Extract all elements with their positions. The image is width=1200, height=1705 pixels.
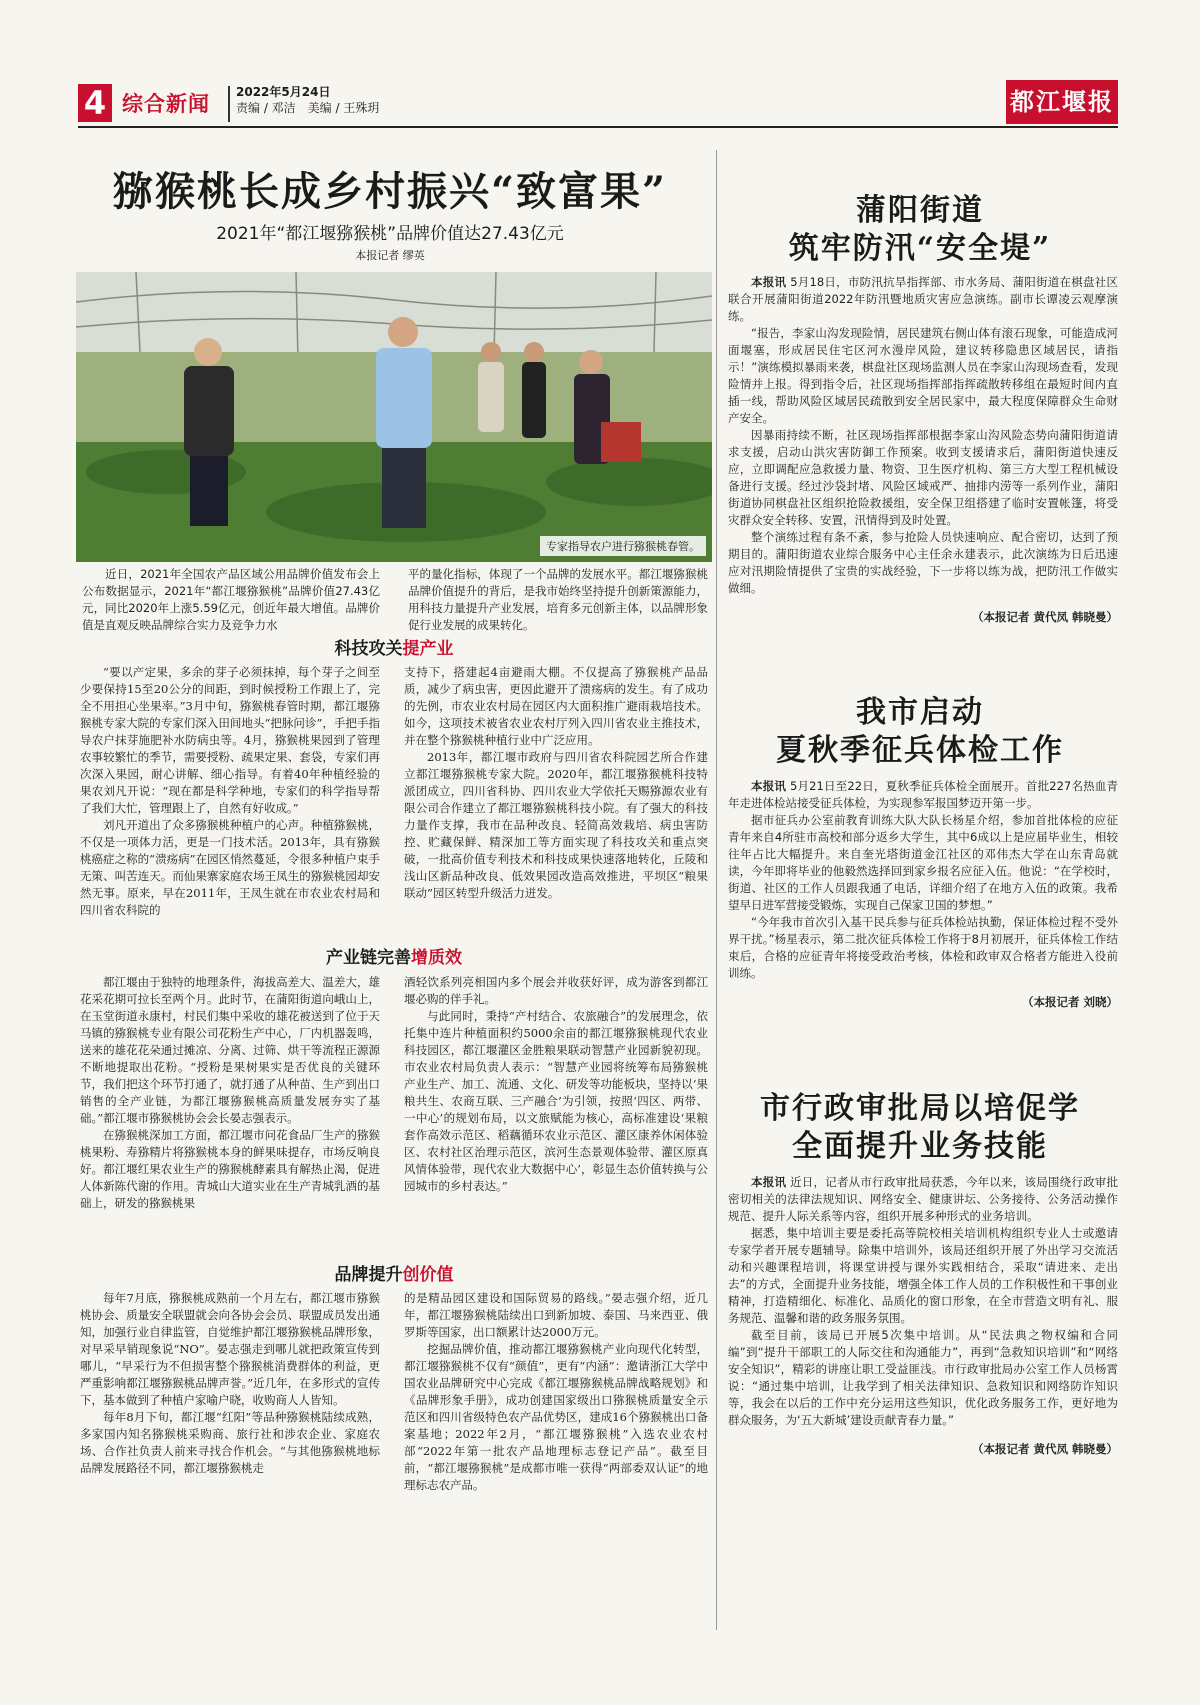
right-article-2-body (728, 778, 1118, 1046)
paragraph: 因暴雨持续不断，社区现场指挥部根据李家山沟风险态势向蒲阳街道请求支援，启动山洪灾害防御工作预案。收到支援请求后，蒲阳街道快速反应，立即调配应急救援力量、物资、卫生医疗机构、第三方大型工程机械设备进行支援。经过沙袋封堵、风险区域戒严、抽排内涝等一系列作业，蒲阳街道协同棋盘社区组织抢险救援组，安全保卫组搭建了临时安置帐篷，将受灾群众安全转移、安置，汛情得到及时处置。 (728, 428, 1118, 527)
right-article-3-body (728, 1174, 1118, 1626)
issue-date: 2022年5月24日 (236, 85, 331, 99)
editors: 责编 / 邓洁 美编 / 王殊玥 (236, 101, 380, 115)
paragraph: 2013年，都江堰市政府与四川省农科院园艺所合作建立都江堰猕猴桃专家大院。2020年，都江堰猕猴桃科技特派团成立，四川省科协、四川农业大学依托天赐猕源农业有限公司合作建立了都江堰猕猴桃科技小院。有了强大的科技力量作支撑，我市在品种改良、轻简高效栽培、病虫害防控、贮藏保鲜、精深加工等方面实现了科技攻关和重点突破，一批高价值专利技术和科技成果快速落地转化，丘陵和浅山区新品种改良、低效果园改造高效推进，平坝区“粮果联动”园区转型升级活力迸发。 (404, 750, 708, 900)
right-article-1-title-line2: 筑牢防汛“安全堤” (788, 231, 1052, 266)
main-byline: 本报记者 缪英 (355, 249, 425, 262)
section-chain-col1 (80, 974, 380, 1230)
lead-tag: 本报讯 (751, 1175, 787, 1189)
header-divider (228, 86, 230, 122)
right-article-3-title (722, 1090, 1118, 1166)
right-article-3-title-line1: 市行政审批局以培促学 (760, 1091, 1080, 1126)
paragraph: 的是精品园区建设和国际贸易的路线。”晏志强介绍，近几年，都江堰猕猴桃陆续出口到新加坡、泰国、马来西亚、俄罗斯等国家，出口额累计达2000万元。 (404, 1291, 708, 1339)
paragraph: 与此同时，秉持“产村结合、农旅融合”的发展理念，依托集中连片种植面积约5000余亩的都江堰猕猴桃现代农业科技园区，都江堰灌区金胜粮果联动智慧产业园新貌初现。市农业农村局负责人表示：“智慧产业园将统筹布局猕猴桃产业生产、加工、流通、文化、研发等功能板块，坚持以‘果粮共生、农商互联、三产融合’为引领，按照‘四区、两带、一中心’的规划布局，以文旅赋能为核心，高标准建设‘果粮套作高效示范区、稻藕循环农业示范区、灌区康养休闲体验区、农村社区治理示范区，滨河生态景观体验带、灌区原真风情体验带，现代农业大数据中心’，彰显生态价值转换与公园城市的乡村表达。” (404, 1009, 708, 1193)
section-heading-brand-a: 品牌提升 (334, 1265, 403, 1285)
paragraph: 近日，记者从市行政审批局获悉，今年以来，该局围绕行政审批密切相关的法律法规知识、网络安全、健康讲坛、公务接待、公务活动操作规范、提升人际关系等内容，组织开展多种形式的业务培训。 (728, 1175, 1118, 1223)
page-header (78, 80, 1118, 124)
photo-caption: 专家指导农户进行猕猴桃春管。 (540, 536, 706, 556)
lead-text-right: 平的量化指标，体现了一个品牌的发展水平。都江堰猕猴桃品牌价值提升的背后，是我市始终坚持提升创新策源能力，用科技力量提升产业发展，培育多元创新主体，以品牌形象促行业发展的成果转化。 (408, 567, 708, 632)
right-article-2-title-line1: 我市启动 (856, 695, 984, 730)
newspaper-logo: 都江堰报 (1006, 80, 1118, 124)
paragraph: “报告，李家山沟发现险情，居民建筑右侧山体有滚石现象，可能造成河面堰塞，形成居民住宅区河水漫岸风险，建议转移隐患区域居民，请指示！”演练模拟暴雨来袭，棋盘社区现场监测人员在李家山沟现场查看，发现险情并上报。得到指令后，社区现场指挥部指挥疏散转移组在最短时间内直插一线，帮助风险区域居民疏散到安全居民家中，最大程度保障群众生命财产安全。 (728, 326, 1118, 425)
paragraph: 在猕猴桃深加工方面，都江堰市问花食品厂生产的猕猴桃果粉、寿猕精片将猕猴桃本身的鲜果味提存，市场反响良好。都江堰红果农业生产的猕猴桃酵素具有解热止渴，促进人体新陈代谢的作用。青城山大道实业在生产青城乳酒的基础上，研发的猕猴桃果 (80, 1128, 380, 1210)
header-meta (236, 84, 379, 116)
signature: （本报记者 黄代凤 韩晓曼） (971, 1441, 1118, 1456)
section-heading-tech-a: 科技攻关 (334, 639, 403, 659)
section-tech-col1 (80, 664, 380, 926)
paragraph: 5月18日，市防汛抗旱指挥部、市水务局、蒲阳街道在棋盘社区联合开展蒲阳街道2022年防汛暨地质灾害应急演练。副市长谭凌云观摩演练。 (728, 275, 1118, 323)
section-name: 综合新闻 (122, 92, 210, 116)
section-brand-col1 (80, 1290, 380, 1552)
paragraph: 挖掘品牌价值，推动都江堰猕猴桃产业向现代化转型，都江堰猕猴桃不仅有“颜值”，更有“内涵”：邀请浙江大学中国农业品牌研究中心完成《都江堰猕猴桃品牌战略规划》和《品牌形象手册》，成功创建国家级出口猕猴桃质量安全示范区和四川省级特色农产品优势区，建成16个猕猴桃出口备案基地；2022年2月，“都江堰猕猴桃”入选农业农村部“2022年第一批农产品地理标志登记产品”。截至目前，“都江堰猕猴桃”是成都市唯一获得“两部委双认证”的地理标志农产品。 (404, 1342, 708, 1492)
paragraph: 每年7月底，猕猴桃成熟前一个月左右，都江堰市猕猴桃协会、质量安全联盟就会向各协会会员、联盟成员发出通知，加强行业自律监管，自觉维护都江堰猕猴桃品牌形象，对早采早销现象说“NO”。晏志强走到哪儿就把政策宣传到哪儿，“早采行为不但损害整个猕猴桃消费群体的利益，更严重影响都江堰猕猴桃品牌声誉。”近几年，在多形式的宣传下，基本做到了种植户家喻户晓，收购商人人皆知。 (80, 1291, 380, 1407)
paragraph: 5月21日至22日，夏秋季征兵体检全面展开。首批227名热血青年走进体检站接受征兵体检，为实现参军报国梦迈开第一步。 (728, 779, 1118, 810)
right-article-1-title-line1: 蒲阳街道 (856, 193, 984, 228)
section-heading-brand (76, 1260, 712, 1285)
right-article-2-title-line2: 夏秋季征兵体检工作 (776, 733, 1064, 768)
article-photo (76, 272, 712, 562)
section-tech-col2 (404, 664, 708, 926)
section-heading-tech-b: 提产业 (402, 639, 454, 659)
section-heading-brand-b: 创价值 (402, 1265, 454, 1285)
paragraph: “今年我市首次引入基干民兵参与征兵体检站执勤，保证体检过程不受外界干扰。”杨星表示，第二批次征兵体检工作将于8月初展开，征兵体检工作结束后，合格的应征青年将接受政治考核，体检和政审双合格者方能进入役前训练。 (728, 915, 1118, 980)
signature: （本报记者 刘晓） (1021, 994, 1118, 1009)
paragraph: “要以产定果，多余的芽子必须抹掉，每个芽子之间至少要保持15至20公分的间距，到时候授粉工作跟上了，完全不用担心坐果率。”3月中旬，猕猴桃春管时期，都江堰猕猴桃专家大院的专家们深入田间地头“把脉问诊”，手把手指导农户抹芽施肥补水防病虫等。4月，猕猴桃果园到了管理农事较繁忙的季节，需要授粉、疏果定果、套袋，专家们再次深入果园，耐心讲解、细心指导。有着40年种植经验的果农刘凡开说：“现在都是科学种地，专家们的科学指导帮了我们大忙，管理跟上了，自然有好收成。” (80, 665, 380, 815)
paragraph: 刘凡开道出了众多猕猴桃种植户的心声。种植猕猴桃，不仅是一项体力活，更是一门技术活。2013年，具有猕猴桃癌症之称的“溃疡病”在园区悄然蔓延，令很多种植户束手无策、叫苦连天。而仙果寨家庭农场王凤生的猕猴桃园却安然无事。原来，早在2011年，王凤生就在市农业农村局和四川省农科院的 (80, 818, 380, 917)
paragraph: 每年8月下旬，都江堰“红阳”等品种猕猴桃陆续成熟，多家国内知名猕猴桃采购商、旅行社和涉农企业、家庭农场、合作社负责人前来寻找合作机会。“与其他猕猴桃地标品牌发展路径不同，都江堰猕猴桃走 (80, 1410, 380, 1475)
header-rule (78, 126, 1118, 128)
section-heading-tech (76, 634, 712, 659)
paragraph: 酒轻饮系列亮相国内多个展会并收获好评，成为游客到都江堰必购的伴手礼。 (404, 975, 708, 1006)
right-article-2-title (722, 694, 1118, 770)
section-heading-chain (76, 943, 712, 968)
right-article-1-body (728, 274, 1118, 652)
section-chain-col2 (404, 974, 708, 1230)
signature: （本报记者 黄代凤 韩晓曼） (971, 609, 1118, 624)
lead-paragraph-left (82, 566, 380, 634)
paragraph: 支持下，搭建起4亩避雨大棚。不仅提高了猕猴桃产品品质，减少了病虫害，更因此避开了溃疡病的发生。有了成功的先例，市农业农村局在园区内大面积推广避雨栽培技术。如今，这项技术被省农业农村厅列入四川省农业主推技术，并在整个猕猴桃种植行业中广泛应用。 (404, 665, 708, 747)
orchard-photo-illustration (76, 272, 712, 562)
section-heading-chain-b: 增质效 (411, 948, 462, 968)
paragraph: 据市征兵办公室前教育训练大队大队长杨星介绍，参加首批体检的应征青年来自4所驻市高校和部分返乡大学生，其中6成以上是应届毕业生，相较往年占比大幅提升。来自奎光塔街道金江社区的邓伟杰大学在山东青岛就读，今年即将毕业的他毅然选择回到家乡报名应征入伍。他说：“在学校时，街道、社区的工作人员跟我通了电话，详细介绍了在地方入伍的政策。我希望早日进军营接受锻炼，实现自己保家卫国的梦想。” (728, 813, 1118, 912)
right-article-1-title (722, 192, 1118, 268)
lead-text-left: 近日，2021年全国农产品区域公用品牌价值发布会上公布数据显示，2021年“都江堰猕猴桃”品牌价值27.43亿元，同比2020年上涨5.59亿元，创近年最大增值。品牌价值是直观反映品牌综合实力及竞争力水 (82, 567, 380, 632)
lead-tag: 本报讯 (751, 275, 787, 289)
section-heading-chain-a: 产业链完善 (326, 948, 411, 968)
page-number: 4 (78, 84, 112, 122)
column-divider (716, 150, 717, 1630)
main-headline: 猕猴桃长成乡村振兴“致富果” (112, 168, 667, 215)
paragraph: 据悉，集中培训主要是委托高等院校相关培训机构组织专业人士或邀请专家学者开展专题辅导。除集中培训外，该局还组织开展了外出学习交流活动和兴趣课程培训，将课堂讲授与课外实践相结合，采取“请进来、走出去”的方式，全面提升业务技能，增强全体工作人员的工作积极性和干事创业精神，打造精细化、标准化、品质化的窗口形象，在全市营造文明有礼、服务规范、温馨和谐的政务服务氛围。 (728, 1226, 1118, 1325)
paragraph: 都江堰由于独特的地理条件，海拔高差大、温差大，雄花采花期可拉长至两个月。此时节，在蒲阳街道向峨山上，在玉堂街道永康村，村民们集中采收的雄花被送到了位于天马镇的猕猴桃专业有限公司花粉生产中心，厂内机器轰鸣，送来的雄花花朵通过摊凉、分离、过筛、烘干等流程正源源不断地提取出花粉。“授粉是果树果实是否优良的关键环节，我们把这个环节打通了，就打通了从种苗、生产到出口销售的全产业链，为都江堰猕猴桃高质量发展夯实了基础。”都江堰市猕猴桃协会会长晏志强表示。 (80, 975, 380, 1125)
paragraph: 截至目前，该局已开展5次集中培训。从“民法典之物权编和合同编”到“提升干部职工的人际交往和沟通能力”，再到“急救知识培训”和“网络安全知识”，精彩的讲座让职工受益匪浅。市行政审批局办公室工作人员杨霄说：“通过集中培训，让我学到了相关法律知识、急救知识和网络防诈知识等，我会在以后的工作中充分运用这些知识，优化政务服务工作，更好地为群众服务，为‘五大新城’建设贡献青春力量。” (728, 1328, 1118, 1427)
paragraph: 整个演练过程有条不紊，参与抢险人员快速响应、配合密切，达到了预期目的。蒲阳街道农业综合服务中心主任余永建表示，此次演练为日后迅速应对汛期险情提供了宝贵的实战经验，下一步将以练为战，把防汛工作做实做细。 (728, 530, 1118, 595)
section-brand-col2 (404, 1290, 708, 1552)
lead-tag: 本报讯 (751, 779, 787, 793)
main-subheadline: 2021年“都江堰猕猴桃”品牌价值达27.43亿元 (216, 224, 564, 244)
lead-paragraph-right (408, 566, 708, 634)
right-article-3-title-line2: 全面提升业务技能 (792, 1129, 1048, 1164)
